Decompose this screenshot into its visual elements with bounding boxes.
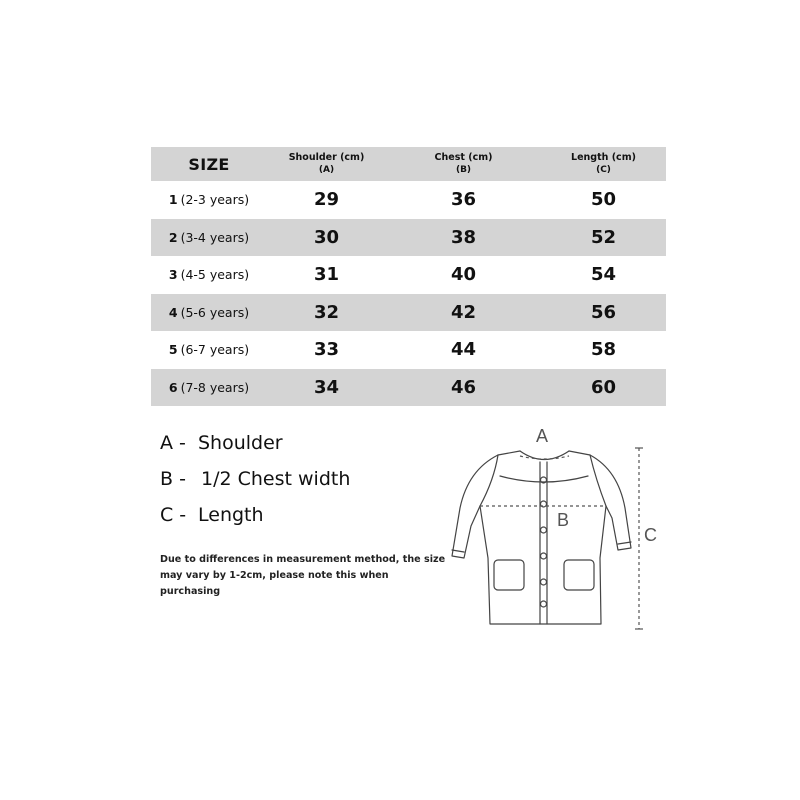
chest-cell: 40 <box>450 264 477 286</box>
size-cell: 3 (4-5 years) <box>168 267 250 283</box>
length-cell: 54 <box>590 264 617 286</box>
legend-item-shoulder: A - Shoulder <box>160 432 283 454</box>
length-cell: 58 <box>590 339 617 361</box>
table-header-row <box>151 147 666 181</box>
chest-cell: 36 <box>450 189 477 211</box>
size-cell: 4 (5-6 years) <box>168 304 250 320</box>
length-cell: 56 <box>590 301 617 323</box>
table-row <box>151 256 666 294</box>
header-length: Length (cm) (C) <box>571 152 636 175</box>
garment-diagram <box>430 418 670 638</box>
size-cell: 2 (3-4 years) <box>168 229 250 245</box>
size-cell: 6 (7-8 years) <box>168 379 250 395</box>
label-c: C <box>644 525 657 545</box>
smock-outline-icon <box>430 418 670 638</box>
table-row <box>151 219 666 257</box>
table-row <box>151 294 666 332</box>
shoulder-cell: 30 <box>313 226 340 248</box>
label-a: A <box>536 426 549 446</box>
label-b: B <box>557 510 570 530</box>
length-cell: 52 <box>590 226 617 248</box>
shoulder-cell: 31 <box>313 264 340 286</box>
legend-item-length: C - Length <box>160 504 264 526</box>
header-size: SIZE <box>188 154 230 174</box>
header-chest: Chest (cm) (B) <box>434 152 493 175</box>
legend-item-chest: B - 1/2 Chest width <box>160 468 351 490</box>
size-chart-table <box>151 147 666 406</box>
length-cell: 60 <box>590 376 617 398</box>
size-cell: 1 (2-3 years) <box>168 192 250 208</box>
chest-cell: 44 <box>450 339 477 361</box>
shoulder-cell: 34 <box>313 376 340 398</box>
chest-cell: 46 <box>450 376 477 398</box>
table-row <box>151 181 666 219</box>
shoulder-cell: 32 <box>313 301 340 323</box>
table-row <box>151 331 666 369</box>
header-shoulder: Shoulder (cm) (A) <box>288 152 365 175</box>
chest-cell: 42 <box>450 301 477 323</box>
length-cell: 50 <box>590 189 617 211</box>
table-row <box>151 369 666 407</box>
size-cell: 5 (6-7 years) <box>168 342 250 358</box>
sizing-disclaimer: Due to differences in measurement method, the size may vary by 1-2cm, please note this when purchasing <box>160 554 446 597</box>
chest-cell: 38 <box>450 226 477 248</box>
shoulder-cell: 29 <box>313 189 340 211</box>
shoulder-cell: 33 <box>313 339 340 361</box>
